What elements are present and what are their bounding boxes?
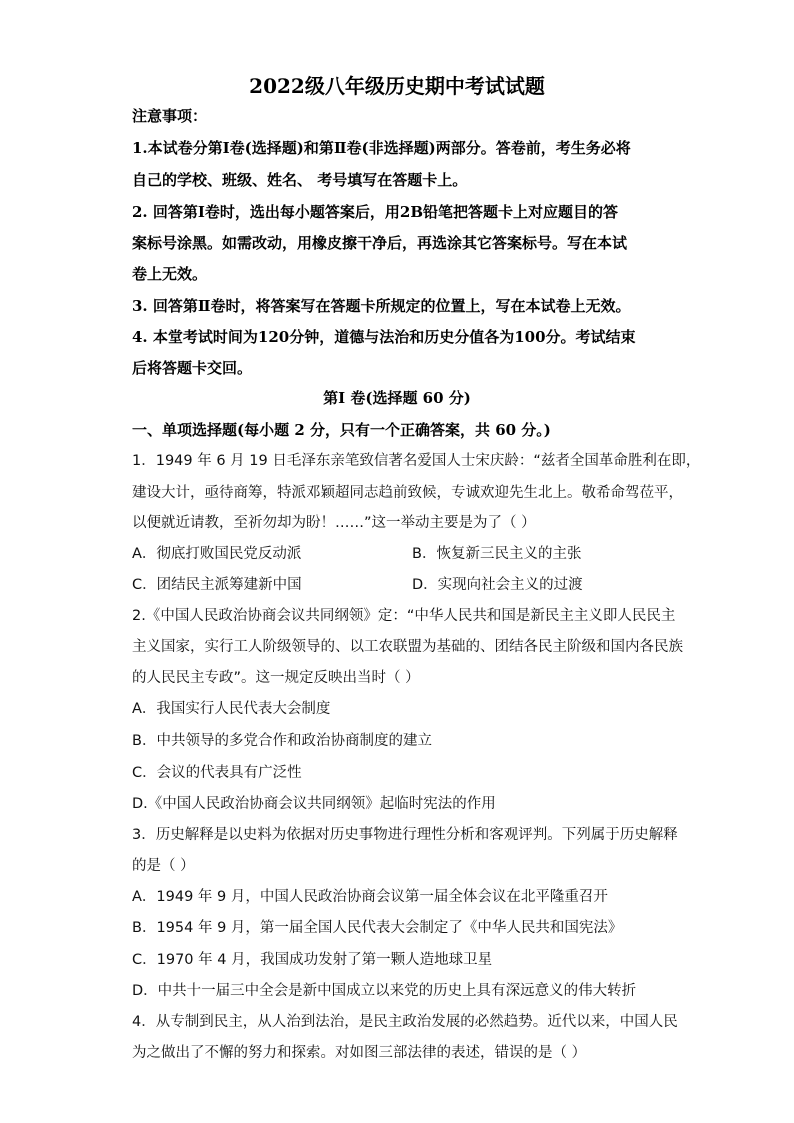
notice-line: 3. 回答第Ⅱ卷时，将答案写在答题卡所规定的位置上，写在本试卷上无效。 (132, 297, 631, 315)
question-4-text: 为之做出了不懈的努力和探索。对如图三部法律的表述，错误的是（ ） (132, 1045, 587, 1061)
notice-line: 1.本试卷分第Ⅰ卷(选择题)和第Ⅱ卷(非选择题)两部分。答卷前，考生务必将 (132, 139, 631, 157)
question-3-option-c: C．1970 年 4 月，我国成功发射了第一颗人造地球卫星 (132, 952, 493, 968)
question-2-option-d: D.《中国人民政治协商会议共同纲领》起临时宪法的作用 (132, 796, 496, 812)
question-1-text: 以便就近请教，至祈勿却为盼！……”这一举动主要是为了（ ） (132, 515, 536, 531)
question-2-option-b: B．中共领导的多党合作和政治协商制度的建立 (132, 733, 432, 749)
question-4-text: 4．从专制到民主，从人治到法治，是民主政治发展的必然趋势。近代以来，中国人民 (132, 1014, 678, 1030)
question-2-option-c: C．会议的代表具有广泛性 (132, 765, 302, 781)
notice-line: 自己的学校、班级、姓名、 考号填写在答题卡上。 (132, 171, 468, 189)
question-2-text: 的人民民主专政”。这一规定反映出当时（ ） (132, 670, 420, 686)
notice-line: 2. 回答第Ⅰ卷时，选出每小题答案后，用2B铅笔把答题卡上对应题目的答 (132, 203, 619, 221)
question-3-text: 的是（ ） (132, 858, 195, 874)
section-title: 第Ⅰ 卷(选择题 60 分) (323, 389, 471, 407)
question-1-option-c: C．团结民主派筹建新中国 (132, 577, 302, 593)
question-2-text: 主义国家，实行工人阶级领导的、以工农联盟为基础的、团结各民主阶级和国内各民族 (132, 639, 683, 655)
question-1-text: 1．1949 年 6 月 19 日毛泽东亲笔致信著名爱国人士宋庆龄：“兹者全国革命胜利在即， (132, 453, 701, 469)
notice-heading: 注意事项： (132, 107, 208, 125)
notice-line: 后将答题卡交回。 (132, 359, 253, 377)
notice-line: 卷上无效。 (132, 265, 208, 283)
question-1-option-d: D．实现向社会主义的过渡 (412, 577, 583, 593)
question-3-text: 3．历史解释是以史料为依据对历史事物进行理性分析和客观评判。下列属于历史解释 (132, 827, 678, 843)
question-3-option-d: D．中共十一届三中全会是新中国成立以来党的历史上具有深远意义的伟大转折 (132, 983, 637, 999)
question-3-option-a: A．1949 年 9 月，中国人民政治协商会议第一届全体会议在北平隆重召开 (132, 889, 608, 905)
question-2-text: 2.《中国人民政治协商会议共同纲领》定：“中华人民共和国是新民主主义即人民民主 (132, 608, 676, 624)
part-heading: 一、单项选择题(每小题 2 分，只有一个正确答案，共 60 分。) (132, 421, 551, 439)
notice-line: 案标号涂黑。如需改动，用橡皮擦干净后，再选涂其它答案标号。写在本试 (132, 234, 628, 252)
question-3-option-b: B．1954 年 9 月，第一届全国人民代表大会制定了《中华人民共和国宪法》 (132, 920, 623, 936)
question-1-option-a: A．彻底打败国民党反动派 (132, 546, 302, 562)
question-2-option-a: A．我国实行人民代表大会制度 (132, 701, 331, 717)
notice-line: 4. 本堂考试时间为120分钟，道德与法治和历史分值各为100分。考试结束 (132, 328, 636, 346)
exam-title: 2022级八年级历史期中考试试题 (249, 74, 545, 98)
question-1-option-b: B．恢复新三民主义的主张 (412, 546, 582, 562)
question-1-text: 建设大计，亟待商筹，特派邓颖超同志趋前致候，专诚欢迎先生北上。敬希命驾莅平， (132, 485, 683, 501)
